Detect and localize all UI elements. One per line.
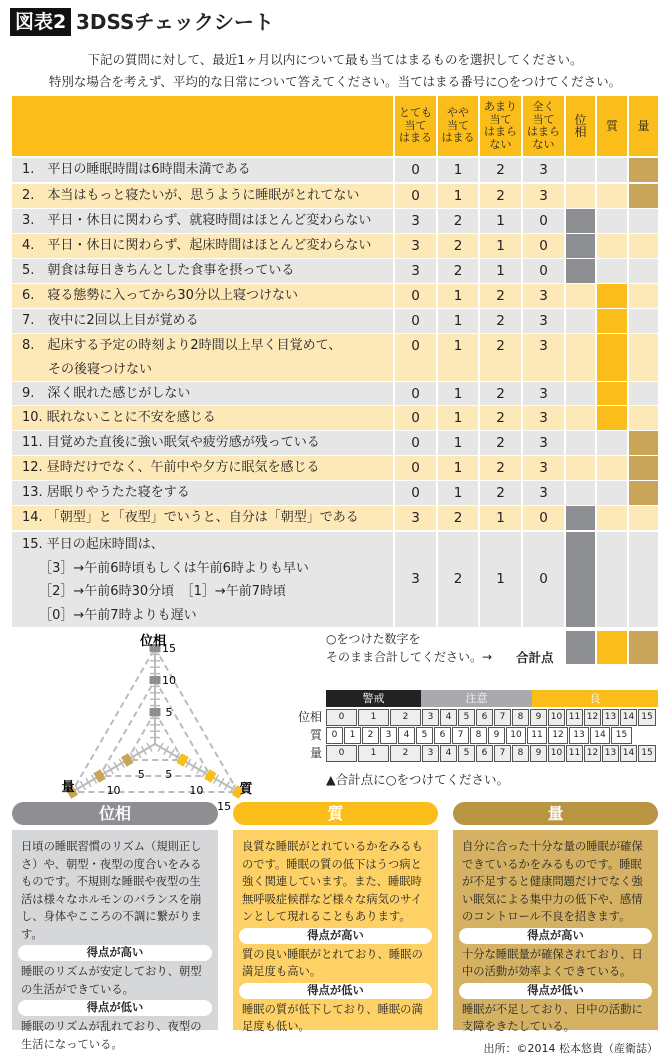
table-row (12, 234, 658, 258)
radar-tick-marker (124, 758, 131, 762)
scale-cell[interactable]: 11 (527, 727, 547, 744)
table-row (12, 506, 658, 530)
table-row (12, 382, 658, 405)
category-quantity-marker (629, 184, 658, 208)
scale-cell[interactable]: 13 (602, 709, 619, 726)
category-quantity-marker (629, 456, 658, 480)
category-empty-cell (629, 532, 658, 627)
scale-cell[interactable]: 6 (476, 745, 493, 762)
category-empty-cell (566, 481, 595, 505)
score-option[interactable]: 2 (438, 259, 478, 283)
table-header (12, 96, 658, 156)
scale-cell[interactable]: 15 (638, 709, 656, 726)
score-option[interactable]: 1 (438, 334, 478, 381)
header-question-col (12, 96, 393, 156)
score-option[interactable]: 1 (438, 456, 478, 480)
question-text: 7. 夜中に2回以上目が覚める (12, 309, 393, 333)
score-option[interactable]: 0 (523, 259, 564, 283)
radar-tick-label: 15 (162, 642, 176, 655)
category-empty-cell (629, 309, 658, 333)
question-text: 4. 平日・休日に関わらず、起床時間はほとんど変わらない (12, 234, 393, 258)
score-option[interactable]: 1 (438, 406, 478, 430)
score-option[interactable]: 3 (523, 406, 564, 430)
scale-cell[interactable]: 11 (566, 709, 583, 726)
question-text: 6. 寝る態勢に入ってから30分以上寝つけない (12, 284, 393, 308)
scale-cell[interactable]: 5 (458, 745, 475, 762)
scale-cell[interactable]: 9 (488, 727, 505, 744)
score-option[interactable]: 3 (523, 382, 564, 405)
question-text: 1. 平日の睡眠時間は6時間未満である (12, 158, 393, 182)
score-option[interactable]: 3 (523, 334, 564, 381)
category-empty-cell (597, 209, 627, 233)
scale-cell[interactable]: 12 (548, 727, 568, 744)
score-option[interactable]: 0 (395, 158, 436, 182)
category-empty-cell (566, 158, 595, 182)
scale-cell[interactable]: 1 (358, 745, 389, 762)
scale-cell[interactable]: 13 (602, 745, 619, 762)
box-quality-title: 質 (233, 802, 438, 825)
score-option[interactable]: 0 (523, 209, 564, 233)
category-empty-cell (597, 234, 627, 258)
category-quantity-marker (629, 158, 658, 182)
description-box (233, 830, 438, 1033)
score-option[interactable]: 0 (395, 456, 436, 480)
score-option[interactable]: 1 (438, 309, 478, 333)
score-option[interactable]: 2 (438, 532, 478, 627)
score-option[interactable]: 1 (480, 532, 521, 627)
score-option[interactable]: 2 (480, 334, 521, 381)
score-option[interactable]: 3 (395, 234, 436, 258)
box-description: 良質な睡眠がとれているかをみるものです。睡眠の質の低下はうつ病と強く関連しています。また、睡眠時無呼吸症候群など様々な病気のサインとして現れることもあります。 (242, 840, 423, 923)
scale-cell[interactable]: 5 (416, 727, 433, 744)
table-row (12, 431, 658, 455)
category-empty-cell (566, 284, 595, 308)
category-empty-cell (629, 209, 658, 233)
scale-cell[interactable]: 0 (326, 745, 357, 762)
scale-cell[interactable]: 15 (638, 745, 656, 762)
scale-cell[interactable]: 7 (452, 727, 469, 744)
score-option[interactable]: 2 (438, 506, 478, 530)
intro-line-2: 特別な場合を考えず、平均的な日常について答えてください。当てはまる番号に○をつけてください。 (48, 74, 622, 89)
category-quality-marker (597, 334, 627, 381)
category-quality-marker (597, 406, 627, 430)
scale-cell[interactable]: 4 (398, 727, 415, 744)
category-empty-cell (566, 184, 595, 208)
score-option[interactable]: 0 (395, 382, 436, 405)
low-score-label: 得点が低い (459, 983, 652, 999)
category-empty-cell (566, 334, 595, 381)
category-quantity-marker (629, 481, 658, 505)
table-row (12, 334, 658, 381)
scale-row-label: 質 (309, 728, 322, 742)
total-phase-box[interactable] (566, 631, 595, 664)
question-text: 13. 居眠りやうたた寝をする (12, 481, 393, 505)
table-row (12, 309, 658, 333)
header-col: とても 当て はまる (395, 96, 436, 156)
category-empty-cell (597, 456, 627, 480)
box-phase-title: 位相 (12, 802, 218, 825)
category-quantity-marker (629, 431, 658, 455)
table-row (12, 209, 658, 233)
score-option[interactable]: 2 (438, 234, 478, 258)
total-quality-box[interactable] (597, 631, 627, 664)
score-option[interactable]: 1 (480, 506, 521, 530)
question-text: 12. 昼時だけでなく、午前中や夕方に眠気を感じる (12, 456, 393, 480)
category-phase-marker (566, 259, 595, 283)
scale-row-label: 位相 (297, 710, 322, 724)
score-option[interactable]: 3 (523, 456, 564, 480)
radar-tick-marker (207, 774, 214, 778)
category-empty-cell (566, 309, 595, 333)
question-text: 9. 深く眠れた感じがしない (12, 382, 393, 405)
radar-tick-marker (179, 758, 186, 762)
score-option[interactable]: 2 (480, 382, 521, 405)
scale-cell[interactable]: 15 (611, 727, 632, 744)
scale-cell[interactable]: 7 (494, 709, 511, 726)
score-option[interactable]: 0 (523, 532, 564, 627)
scale-cell[interactable]: 14 (620, 709, 637, 726)
score-option[interactable]: 0 (395, 284, 436, 308)
score-option[interactable]: 2 (480, 184, 521, 208)
category-empty-cell (629, 506, 658, 530)
score-option[interactable]: 3 (523, 184, 564, 208)
question-text: 8. 起床する予定の時刻より2時間以上早く目覚めて、 その後寝つけない (12, 334, 393, 381)
box-quantity-title: 量 (453, 802, 658, 825)
scale-cell[interactable]: 9 (530, 709, 547, 726)
radar-tick-label: 5 (137, 768, 145, 781)
scale-cell[interactable]: 6 (434, 727, 451, 744)
scale-cell[interactable]: 4 (440, 709, 457, 726)
score-option[interactable]: 2 (480, 456, 521, 480)
high-score-text: 十分な睡眠量が確保されており、日中の活動が効率よくできている。 (462, 947, 643, 978)
score-option[interactable]: 1 (480, 259, 521, 283)
scale-cell[interactable]: 4 (440, 745, 457, 762)
description-box (12, 830, 218, 1051)
radar-tick-label: 15 (217, 800, 232, 813)
score-option[interactable]: 0 (395, 309, 436, 333)
scale-row (309, 745, 658, 762)
score-option[interactable]: 3 (523, 158, 564, 182)
score-option[interactable]: 1 (438, 481, 478, 505)
scale-cell[interactable]: 1 (358, 709, 389, 726)
scale-cell[interactable]: 2 (390, 709, 421, 726)
score-option[interactable]: 0 (395, 406, 436, 430)
high-score-text: 質の良い睡眠がとれており、睡眠の満足度も高い。 (242, 947, 423, 978)
question-text: 2. 本当はもっと寝たいが、思うように睡眠がとれてない (12, 184, 393, 208)
category-quality-marker (597, 284, 627, 308)
score-option[interactable]: 2 (480, 309, 521, 333)
scale-cell[interactable]: 9 (530, 745, 547, 762)
box-description: 日頃の睡眠習慣のリズム（規則正しさ）や、朝型・夜型の度合いをみるものです。不規則な睡眠や夜型の生活は様々なホルモンのバランスを崩し、身体やこころの不調に繋がります。 (21, 840, 202, 941)
description-box (453, 830, 658, 1033)
score-option[interactable]: 0 (395, 431, 436, 455)
high-score-label: 得点が高い (459, 928, 652, 944)
category-empty-cell (597, 431, 627, 455)
score-option[interactable]: 2 (480, 431, 521, 455)
score-option[interactable]: 3 (395, 209, 436, 233)
header-col: 全く 当て はまら ない (523, 96, 564, 156)
radar-chart (50, 628, 260, 813)
scale-cell[interactable]: 11 (566, 745, 583, 762)
question-text: 10. 眠れないことに不安を感じる (12, 406, 393, 430)
score-option[interactable]: 0 (523, 234, 564, 258)
category-quality-marker (597, 382, 627, 405)
figure-tag: 図表2 (10, 8, 71, 36)
header-col: やや 当て はまる (438, 96, 478, 156)
category-phase-marker (566, 532, 595, 627)
score-option[interactable]: 3 (523, 309, 564, 333)
score-option[interactable]: 3 (523, 431, 564, 455)
score-option[interactable]: 3 (523, 481, 564, 505)
category-empty-cell (629, 259, 658, 283)
category-empty-cell (629, 234, 658, 258)
score-option[interactable]: 1 (438, 431, 478, 455)
category-empty-cell (597, 259, 627, 283)
scale-cell[interactable]: 6 (476, 709, 493, 726)
header-col-quality: 質 (597, 96, 627, 156)
page-title: 3DSSチェックシート (76, 10, 274, 34)
category-empty-cell (597, 506, 627, 530)
scale-cell[interactable]: 5 (458, 709, 475, 726)
score-option[interactable]: 0 (395, 334, 436, 381)
box-description: 自分に合った十分な量の睡眠が確保できているかをみるものです。睡眠が不足すると健康問題だけでなく強い眠気による集中力の低下や、感情のコントロール不良を招きます。 (462, 840, 643, 923)
header-col: あまり 当て はまら ない (480, 96, 521, 156)
score-option[interactable]: 1 (438, 284, 478, 308)
question-text: 3. 平日・休日に関わらず、就寝時間はほとんど変わらない (12, 209, 393, 233)
category-empty-cell (629, 334, 658, 381)
category-empty-cell (629, 382, 658, 405)
category-quality-marker (597, 309, 627, 333)
radar-tick-label: 10 (106, 784, 121, 797)
scale-row-label: 量 (309, 746, 322, 760)
score-option[interactable]: 0 (395, 481, 436, 505)
scale-bands (326, 690, 658, 707)
total-quantity-box[interactable] (629, 631, 658, 664)
intro-line-1: 下記の質問に対して、最近1ヶ月以内について最も当てはまるものを選択してください。 (87, 52, 583, 67)
table-row (12, 259, 658, 283)
radar-axis-phase: 位相 (139, 634, 167, 649)
category-empty-cell (566, 456, 595, 480)
category-empty-cell (566, 382, 595, 405)
score-option[interactable]: 3 (395, 259, 436, 283)
total-note: ○をつけた数字を そのまま合計してください。→ (326, 632, 493, 664)
scale-cell[interactable]: 0 (326, 727, 343, 744)
scale-cell[interactable]: 12 (584, 745, 601, 762)
category-empty-cell (597, 158, 627, 182)
question-text: 15. 平日の起床時間は、 ［3］→午前6時頃もしくは午前6時よりも早い ［2］→午前6時30分頃 ［1］→午前7時頃 ［0］→午前7時よりも遅い (12, 532, 393, 627)
score-option[interactable]: 1 (438, 184, 478, 208)
score-option[interactable]: 3 (523, 284, 564, 308)
scale-cell[interactable]: 10 (548, 745, 565, 762)
radar-tick-label: 5 (165, 706, 173, 719)
header-col-quantity: 量 (629, 96, 658, 156)
radar-axis-quality: 質 (239, 782, 253, 797)
scale-cell[interactable]: 12 (584, 709, 601, 726)
question-text: 11. 目覚めた直後に強い眠気や疲労感が残っている (12, 431, 393, 455)
band-good: 良 (532, 690, 658, 707)
table-row (12, 532, 658, 627)
scale-cell[interactable]: 8 (470, 727, 487, 744)
scale-cell[interactable]: 14 (620, 745, 637, 762)
low-score-text: 睡眠のリズムが乱れており、夜型の生活になっている。 (21, 1020, 202, 1051)
low-score-label: 得点が低い (18, 1000, 212, 1016)
scale-cell[interactable]: 10 (548, 709, 565, 726)
category-empty-cell (597, 481, 627, 505)
category-phase-marker (566, 506, 595, 530)
high-score-label: 得点が高い (18, 945, 212, 961)
scale-cell[interactable]: 8 (512, 745, 529, 762)
question-text: 5. 朝食は毎日きちんとした食事を摂っている (12, 259, 393, 283)
scale-cell[interactable]: 2 (390, 745, 421, 762)
category-phase-marker (566, 209, 595, 233)
category-empty-cell (629, 406, 658, 430)
category-empty-cell (566, 406, 595, 430)
category-empty-cell (629, 284, 658, 308)
score-option[interactable]: 0 (523, 506, 564, 530)
score-option[interactable]: 2 (480, 481, 521, 505)
total-label: 合計点 (516, 650, 554, 665)
scale-row (309, 727, 658, 744)
scale-cell[interactable]: 0 (326, 709, 357, 726)
category-empty-cell (566, 431, 595, 455)
score-option[interactable]: 3 (395, 532, 436, 627)
question-text: 14. 「朝型」と「夜型」でいうと、自分は「朝型」である (12, 506, 393, 530)
scale-cell[interactable]: 3 (380, 727, 397, 744)
high-score-text: 睡眠のリズムが安定しており、朝型の生活ができている。 (21, 965, 202, 996)
score-option[interactable]: 1 (480, 234, 521, 258)
scale-row (297, 709, 658, 726)
radar-tick-label: 10 (189, 784, 204, 797)
table-row (12, 284, 658, 308)
category-empty-cell (597, 532, 627, 627)
score-option[interactable]: 0 (395, 184, 436, 208)
category-empty-cell (597, 184, 627, 208)
score-option[interactable]: 3 (395, 506, 436, 530)
score-option[interactable]: 2 (438, 209, 478, 233)
radar-tick-label: 10 (162, 674, 176, 687)
score-option[interactable]: 2 (480, 284, 521, 308)
scale-cell[interactable]: 3 (422, 745, 439, 762)
scale-cell[interactable]: 13 (569, 727, 589, 744)
scale-note: ▲合計点に○をつけてください。 (326, 772, 510, 787)
band-caution: 注意 (421, 690, 532, 707)
scale-cell[interactable]: 1 (344, 727, 361, 744)
low-score-text: 睡眠の質が低下しており、睡眠の満足度も低い。 (242, 1002, 423, 1033)
header-col-phase: 位 相 (566, 96, 595, 156)
category-phase-marker (566, 234, 595, 258)
radar-tick-label: 5 (165, 768, 173, 781)
scale-cell[interactable]: 14 (590, 727, 610, 744)
table-row (12, 481, 658, 505)
score-option[interactable]: 1 (438, 382, 478, 405)
high-score-label: 得点が高い (239, 928, 432, 944)
scale-cell[interactable]: 8 (512, 709, 529, 726)
table-row (12, 456, 658, 480)
band-alert: 警戒 (326, 690, 421, 707)
scale-cell[interactable]: 2 (362, 727, 379, 744)
table-row (12, 184, 658, 208)
scale-cell[interactable]: 3 (422, 709, 439, 726)
score-option[interactable]: 1 (438, 158, 478, 182)
table-row (12, 158, 658, 182)
radar-axis-quantity: 量 (61, 780, 75, 795)
radar-tick-marker (96, 774, 103, 778)
scale-cell[interactable]: 10 (506, 727, 526, 744)
low-score-label: 得点が低い (239, 983, 432, 999)
source-credit: 出所：©2014 松本悠貴（産衛誌） (483, 1042, 658, 1055)
score-option[interactable]: 1 (480, 209, 521, 233)
scale-cell[interactable]: 7 (494, 745, 511, 762)
table-row (12, 406, 658, 430)
low-score-text: 睡眠が不足しており、日中の活動に支障をきたしている。 (462, 1002, 643, 1033)
score-option[interactable]: 2 (480, 158, 521, 182)
score-option[interactable]: 2 (480, 406, 521, 430)
